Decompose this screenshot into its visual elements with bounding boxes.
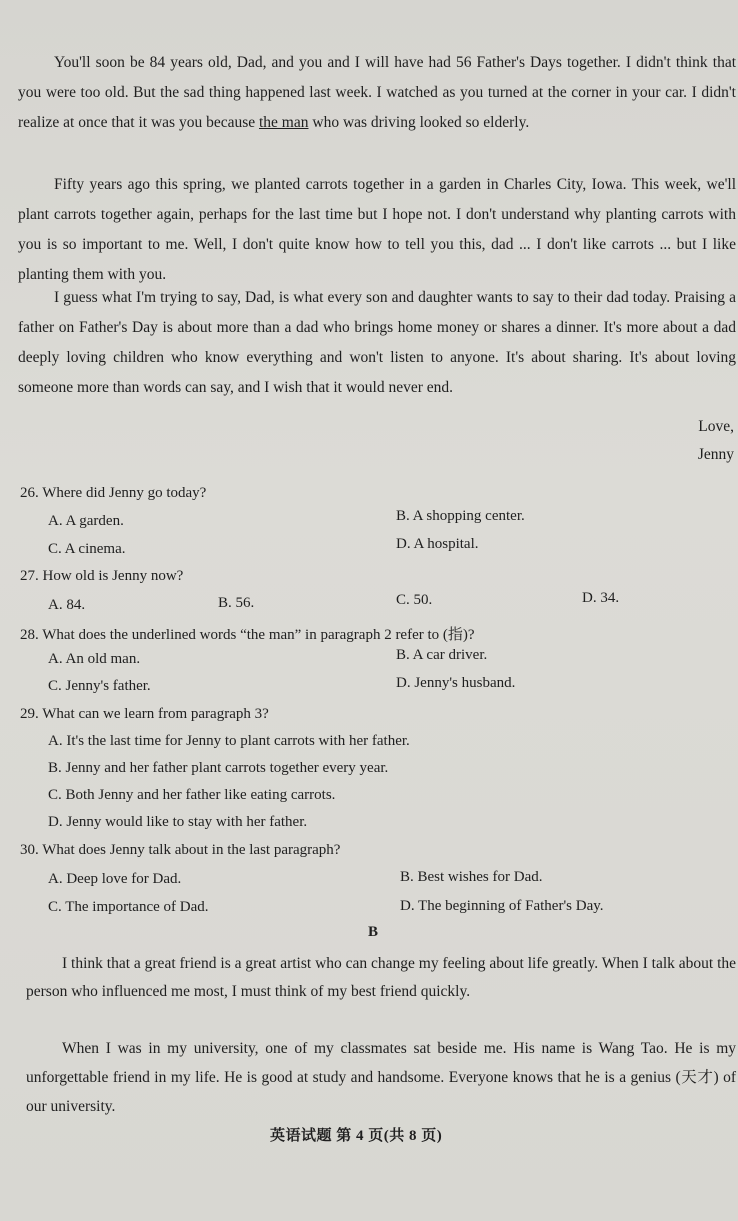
question-26-option-b[interactable]: B. A shopping center. <box>396 508 525 524</box>
question-26-option-c[interactable]: C. A cinema. <box>48 541 126 557</box>
question-30-option-a[interactable]: A. Deep love for Dad. <box>48 871 182 887</box>
question-26-option-d[interactable]: D. A hospital. <box>396 536 479 552</box>
question-29-option-b[interactable]: B. Jenny and her father plant carrots together every year. <box>48 760 389 776</box>
underlined-the-man: the man <box>259 114 309 131</box>
section-b-paragraph-2: When I was in my university, one of my classmates sat beside me. His name is Wang Tao. He is my unforgettable friend in my life. He is good at study and handsome. Everyone knows that he is a genius (天才) of our university. <box>26 1040 736 1115</box>
question-29-option-d[interactable]: D. Jenny would like to stay with her father. <box>48 814 308 830</box>
question-28-option-d[interactable]: D. Jenny's husband. <box>396 675 516 691</box>
letter-signature: Jenny <box>697 446 734 463</box>
question-27-option-b[interactable]: B. 56. <box>218 595 255 611</box>
question-29-stem: 29. What can we learn from paragraph 3? <box>20 706 269 722</box>
question-27-stem: 27. How old is Jenny now? <box>20 568 184 584</box>
passage-a-paragraph-3: I guess what I'm trying to say, Dad, is what every son and daughter wants to say to their dad today. Praising a father on Father's Day is about more than a dad who brings home money or shares a dinner. It's more about a dad deeply loving children who know everything and won't listen to anyone. It's about sharing. It's about loving someone more than words can say, and I wish that it would never end. <box>18 289 736 396</box>
question-27-option-d[interactable]: D. 34. <box>582 590 620 606</box>
question-27-option-c[interactable]: C. 50. <box>396 592 433 608</box>
section-b-heading: B <box>368 924 379 940</box>
letter-closing: Love, <box>698 418 734 435</box>
question-29-option-a[interactable]: A. It's the last time for Jenny to plant carrots with her father. <box>48 733 410 749</box>
question-28-option-c[interactable]: C. Jenny's father. <box>48 678 151 694</box>
paragraph-1-text-before: You'll soon be 84 years old, Dad, and you and I will have had 56 Father's Days together. I didn't think that you were too old. But the sad thing happened last week. I watched as you turned at the corner in your car. I didn't realize at once that it was you because <box>18 54 736 131</box>
page-footer: 英语试题 第 4 页(共 8 页) <box>270 1128 443 1144</box>
section-b-paragraph-1: I think that a great friend is a great artist who can change my feeling about life greatly. When I talk about the person who influenced me most, I must think of my best friend quickly. <box>26 955 737 1000</box>
question-28-option-a[interactable]: A. An old man. <box>48 651 141 667</box>
question-26-stem: 26. Where did Jenny go today? <box>20 485 207 501</box>
passage-a-paragraph-2: Fifty years ago this spring, we planted carrots together in a garden in Charles City, Iowa. This week, we'll plant carrots together again, perhaps for the last time but I hope not. I don't understand why planting carrots with you is so important to me. Well, I don't quite know how to tell you this, dad ... I don't like carrots ... but I like planting them with you. <box>18 176 736 283</box>
passage-a-paragraph-1 <box>18 48 736 138</box>
question-28-stem: 28. What does the underlined words “the man” in paragraph 2 refer to (指)? <box>20 627 475 643</box>
question-27-option-a[interactable]: A. 84. <box>48 597 86 613</box>
question-30-option-c[interactable]: C. The importance of Dad. <box>48 899 209 915</box>
question-28-option-b[interactable]: B. A car driver. <box>396 647 488 663</box>
question-30-option-d[interactable]: D. The beginning of Father's Day. <box>400 898 604 914</box>
question-30-option-b[interactable]: B. Best wishes for Dad. <box>400 869 543 885</box>
question-26-option-a[interactable]: A. A garden. <box>48 513 124 529</box>
question-30-stem: 30. What does Jenny talk about in the last paragraph? <box>20 842 341 858</box>
question-29-option-c[interactable]: C. Both Jenny and her father like eating carrots. <box>48 787 336 803</box>
paragraph-1-text-after: who was driving looked so elderly. <box>308 114 530 131</box>
